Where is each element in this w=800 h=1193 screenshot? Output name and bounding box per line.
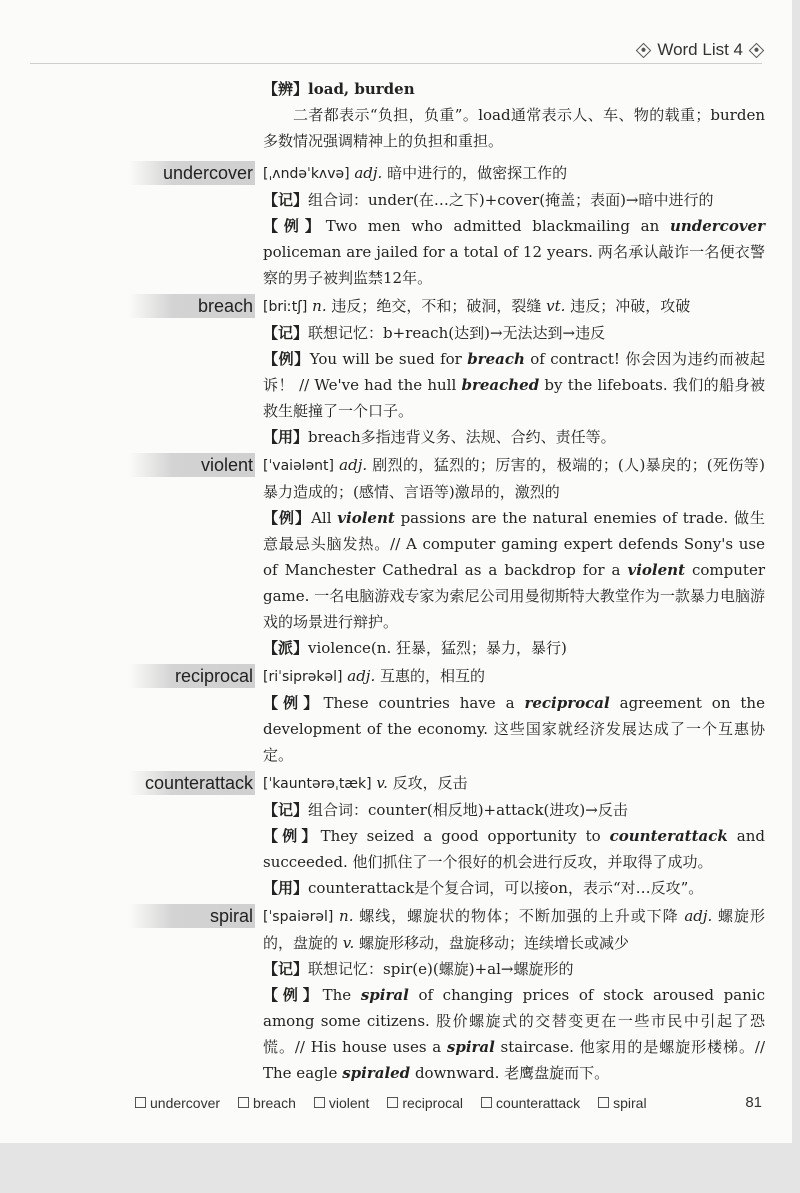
checkbox-icon[interactable] xyxy=(238,1097,249,1108)
definition: [ˈvaiələnt] adj. 剧烈的，猛烈的；厉害的，极端的；(人)暴戾的；(死伤等)暴力造成的；(感情、言语等)激昂的，激烈的 xyxy=(263,456,765,501)
content-area xyxy=(0,76,792,1086)
checkbox-icon[interactable] xyxy=(598,1097,609,1108)
diamond-icon xyxy=(749,42,765,58)
example: 【例】These countries have a reciprocal agreement on the development of the economy. 这些国家就经济发展达成了一个互惠协定。 xyxy=(263,694,765,764)
derivative-note: 【派】violence(n. 狂暴，猛烈；暴力，暴行) xyxy=(263,639,567,657)
checkbox-icon[interactable] xyxy=(135,1097,146,1108)
headword-breach: breach xyxy=(129,294,255,318)
diamond-icon xyxy=(636,42,652,58)
memory-note: 【记】组合词：under(在…之下)+cover(掩盖；表面)→暗中进行的 xyxy=(263,191,714,209)
headword-undercover: undercover xyxy=(129,161,255,185)
headword-violent: violent xyxy=(129,453,255,477)
header-divider xyxy=(30,63,762,64)
bian-heading: 【辨】load, burden xyxy=(263,80,415,98)
entry-breach xyxy=(0,293,792,450)
checklist-item[interactable]: breach xyxy=(238,1095,296,1111)
checklist-item[interactable]: spiral xyxy=(598,1095,646,1111)
example: 【例】All violent passions are the natural enemies of trade. 做生意最忌头脑发热。// A computer gaming expert defends Sony's use of Manchester Cathedral as a backdrop for a violent computer game. 一名电脑游戏专家为索尼公司用曼彻斯特大教堂作为一款暴力电脑游戏的场景进行辩护。 xyxy=(263,509,765,631)
definition: [ˌʌndəˈkʌvə] adj. 暗中进行的，做密探工作的 xyxy=(263,164,568,182)
page-number: 81 xyxy=(745,1094,762,1111)
checklist-item[interactable]: reciprocal xyxy=(387,1095,463,1111)
definition: [briːtʃ] n. 违反；绝交，不和；破洞，裂缝 vt. 违反；冲破，攻破 xyxy=(263,297,691,315)
word-list-title: Word List 4 xyxy=(657,40,743,59)
review-checklist xyxy=(135,1094,762,1111)
usage-note: 【用】breach多指违背义务、法规、合约、责任等。 xyxy=(263,428,616,446)
definition: [ˈspaiərəl] n. 螺线，螺旋状的物体；不断加强的上升或下降 adj. 螺旋形的，盘旋的 v. 螺旋形移动，盘旋移动；连续增长或减少 xyxy=(263,907,765,952)
example: 【例】They seized a good opportunity to counterattack and succeeded. 他们抓住了一个很好的机会进行反攻，并取得了成功。 xyxy=(263,827,765,871)
memory-note: 【记】组合词：counter(相反地)+attack(进攻)→反击 xyxy=(263,801,628,819)
checklist-item[interactable]: violent xyxy=(314,1095,369,1111)
entry-counterattack xyxy=(0,770,792,901)
headword-counterattack: counterattack xyxy=(129,771,255,795)
memory-note: 【记】联想记忆：spir(e)(螺旋)+al→螺旋形的 xyxy=(263,960,574,978)
memory-note: 【记】联想记忆：b+reach(达到)→无法达到→违反 xyxy=(263,324,606,342)
entry-undercover xyxy=(0,160,792,291)
definition: [riˈsiprəkəl] adj. 互惠的，相互的 xyxy=(263,667,485,685)
example: 【例】The spiral of changing prices of stock aroused panic among some citizens. 股价螺旋式的交替变更在一些市民中引起了恐慌。// His house uses a spiral staircase. 他家用的是螺旋形楼梯。// The eagle spiraled downward. 老鹰盘旋而下。 xyxy=(263,986,765,1082)
definition: [ˈkauntərəˌtæk] v. 反攻，反击 xyxy=(263,774,468,792)
bian-text: 二者都表示“负担，负重”。load通常表示人、车、物的载重；burden多数情况强调精神上的负担和重担。 xyxy=(263,106,765,150)
checkbox-icon[interactable] xyxy=(481,1097,492,1108)
checkbox-icon[interactable] xyxy=(314,1097,325,1108)
headword-spiral: spiral xyxy=(129,904,255,928)
checklist-item[interactable]: undercover xyxy=(135,1095,220,1111)
checklist-item[interactable]: counterattack xyxy=(481,1095,580,1111)
entry-spiral xyxy=(0,903,792,1086)
checkbox-icon[interactable] xyxy=(387,1097,398,1108)
usage-note: 【用】counterattack是个复合词，可以接on，表示“对…反攻”。 xyxy=(263,879,704,897)
page-header xyxy=(638,40,762,60)
example: 【例】You will be sued for breach of contract! 你会因为违约而被起诉！ // We've had the hull breached by the lifeboats. 我们的船身被救生艇撞了一个口子。 xyxy=(263,350,765,420)
entry-violent xyxy=(0,452,792,661)
phonetic: [ˌʌndəˈkʌvə] xyxy=(263,166,350,182)
bian-words: load, burden xyxy=(308,80,415,98)
entry-reciprocal xyxy=(0,663,792,768)
example: 【例】Two men who admitted blackmailing an undercover policeman are jailed for a total of 12 years. 两名承认敲诈一名便衣警察的男子被判监禁12年。 xyxy=(263,217,765,287)
headword-reciprocal: reciprocal xyxy=(129,664,255,688)
